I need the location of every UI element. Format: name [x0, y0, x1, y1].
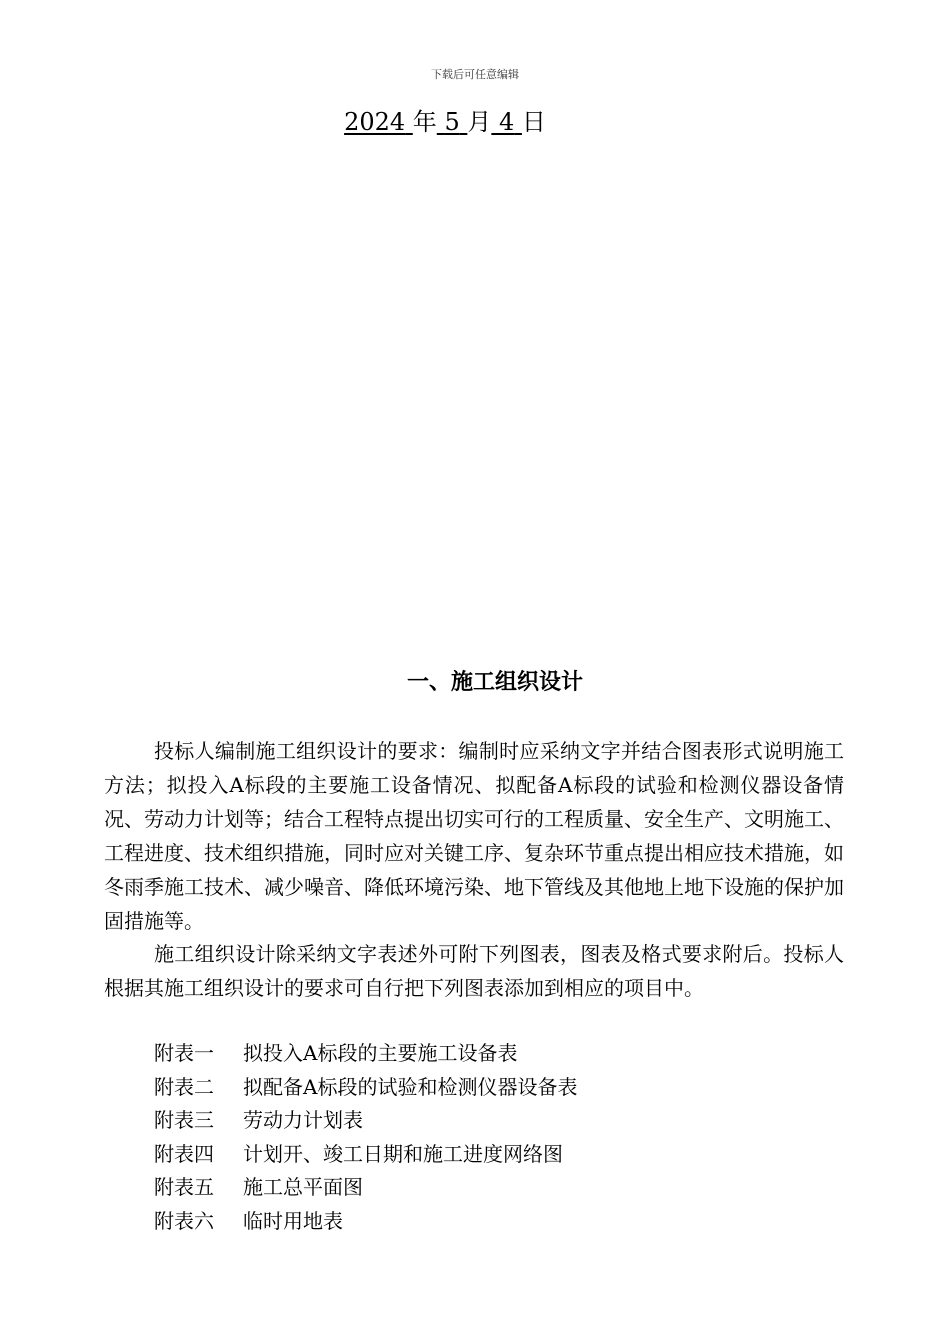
- appendix-list: [154, 1037, 577, 1238]
- appendix-title: 拟配备A标段的试验和检测仪器设备表: [243, 1074, 578, 1099]
- body-paragraph-attachments: [104, 937, 844, 1005]
- paragraph-text: 施工组织设计除采纳文字表述外可附下列图表，图表及格式要求附后。投标人根据其施工组织设计的要求可自行把下列图表添加到相应的项目中。: [104, 942, 844, 1000]
- appendix-key: 附表一: [154, 1041, 214, 1065]
- appendix-title: 计划开、竣工日期和施工进度网络图: [243, 1141, 563, 1166]
- appendix-key: 附表二: [154, 1074, 214, 1099]
- appendix-item: [154, 1171, 577, 1205]
- document-date: [0, 102, 890, 137]
- appendix-title: 施工总平面图: [243, 1175, 363, 1199]
- appendix-item: [154, 1037, 577, 1071]
- appendix-title: 临时用地表: [243, 1208, 343, 1233]
- appendix-key: 附表三: [154, 1108, 214, 1132]
- appendix-key: 附表五: [154, 1175, 214, 1199]
- appendix-key: 附表四: [154, 1141, 214, 1166]
- paragraph-text: 投标人编制施工组织设计的要求：编制时应采纳文字并结合图表形式说明施工方法；拟投入A标段的主要施工设备情况、拟配备A标段的试验和检测仪器设备情况、劳动力计划等；结合工程特点提出切实可行的工程质量、安全生产、文明施工、工程进度、技术组织措施，同时应对关键工序、复杂环节重点提出相应技术措施，如冬雨季施工技术、减少噪音、降低环境污染、地下管线及其他地上地下设施的保护加固措施等。: [104, 739, 844, 933]
- appendix-item: [154, 1071, 577, 1105]
- appendix-item: [154, 1104, 577, 1138]
- section-title: 一、施工组织设计: [406, 669, 583, 695]
- date-day: 4: [499, 108, 515, 136]
- date-month-suffix: 月: [467, 108, 492, 136]
- date-month: 5: [444, 108, 460, 136]
- date-day-suffix: 日: [521, 108, 546, 136]
- page-header-note: 下载后可任意编辑: [431, 68, 519, 81]
- appendix-item: [154, 1205, 577, 1239]
- appendix-title: 劳动力计划表: [243, 1108, 363, 1132]
- date-year: 2024: [344, 108, 406, 136]
- appendix-item: [154, 1138, 577, 1172]
- appendix-key: 附表六: [154, 1208, 214, 1233]
- body-paragraph-requirements: [104, 734, 844, 938]
- appendix-title: 拟投入A标段的主要施工设备表: [243, 1041, 518, 1065]
- date-year-suffix: 年: [412, 108, 437, 136]
